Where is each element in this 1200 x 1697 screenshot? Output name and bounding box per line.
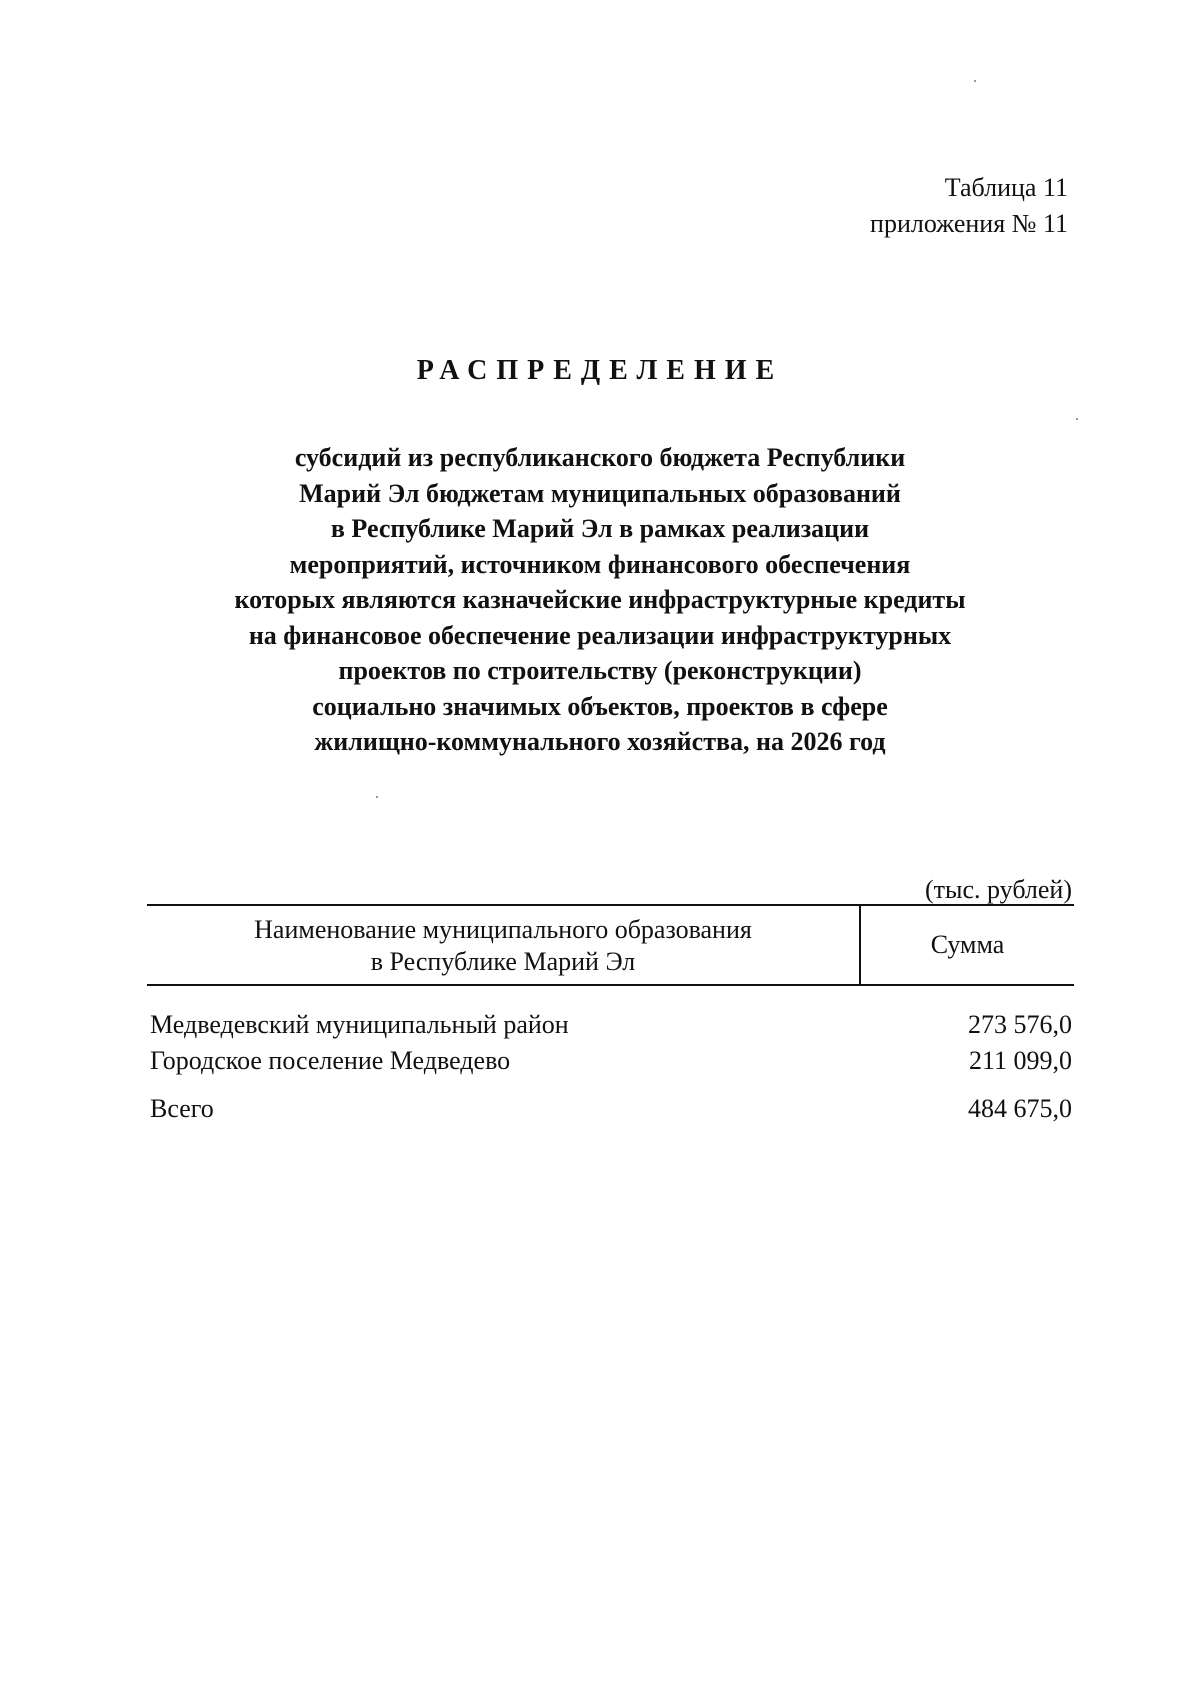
subtitle-line: которых являются казначейские инфраструктурные кредиты (234, 585, 966, 614)
total-row (150, 1092, 1072, 1126)
document-subtitle (150, 440, 1050, 760)
scan-speck (1076, 418, 1078, 420)
subtitle-line: субсидий из республиканского бюджета Республики (294, 443, 906, 472)
column-header-name-line2: в Республике Марий Эл (370, 947, 636, 976)
table-header-rule (147, 984, 1074, 986)
scan-speck (376, 796, 378, 798)
total-sum: 484 675,0 (968, 1094, 1072, 1123)
subtitle-line: социально значимых объектов, проектов в сфере (312, 691, 888, 721)
subtitle-line: жилищно-коммунального хозяйства, на 2026 год (314, 727, 886, 756)
subtitle-line: в Республике Марий Эл в рамках реализации (330, 514, 870, 543)
column-header-name (147, 914, 859, 978)
table-row (150, 1008, 1072, 1042)
subtitle-line: на финансовое обеспечение реализации инфраструктурных (248, 620, 952, 650)
subtitle-line: проектов по строительству (реконструкции) (338, 656, 862, 685)
subtitle-line: мероприятий, источником финансового обеспечения (289, 549, 911, 579)
column-header-name-line1: Наименование муниципального образования (254, 915, 752, 944)
total-label: Всего (150, 1094, 214, 1123)
subtitle-line: Марий Эл бюджетам муниципальных образований (299, 478, 901, 508)
table-row (150, 1044, 1072, 1078)
scan-speck (974, 80, 976, 82)
document-title: РАСПРЕДЕЛЕНИЕ (416, 355, 784, 386)
column-header-sum: Сумма (930, 930, 1005, 959)
table-label: Таблица 11 (944, 173, 1068, 202)
row-name: Городское поселение Медведево (150, 1046, 511, 1075)
table-top-rule (147, 904, 1074, 906)
table-reference (870, 170, 1068, 242)
row-name: Медведевский муниципальный район (150, 1010, 569, 1039)
row-sum: 211 099,0 (968, 1046, 1072, 1075)
units-note: (тыс. рублей) (924, 875, 1072, 904)
row-sum: 273 576,0 (968, 1010, 1072, 1039)
appendix-label: приложения № 11 (870, 209, 1068, 238)
